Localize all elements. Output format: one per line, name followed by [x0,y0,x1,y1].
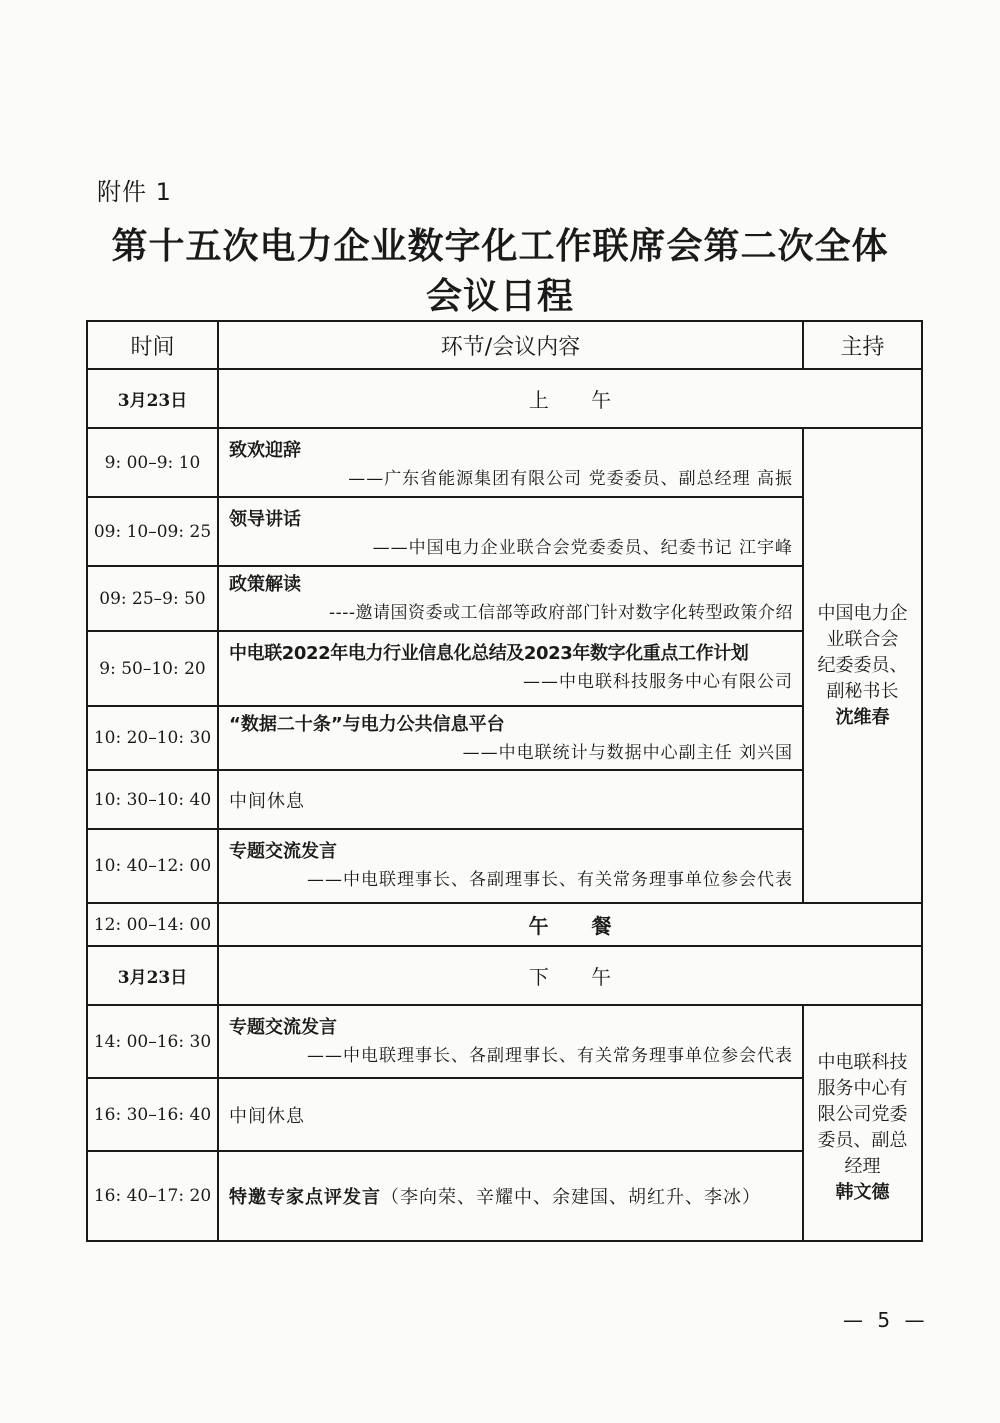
host-line: 服务中心有 [817,1078,908,1099]
item-title: 专题交流发言 [229,841,337,862]
item-title: 专题交流发言 [229,1017,337,1038]
item-speakers: （李向荣、辛耀中、余建国、胡红升、李冰） [381,1187,761,1208]
row-divider [87,630,803,632]
table-row [218,497,803,566]
item-speaker: ----邀请国资委或工信部等政府部门针对数字化转型政策介绍 [328,603,793,623]
day1-date: 3月23日 [117,391,188,411]
break-label: 中间休息 [229,790,305,812]
host-line: 中国电力企 [817,602,908,624]
row-divider [87,1150,803,1152]
row-divider [87,565,803,567]
item-speaker: ——中电联理事长、各副理事长、有关常务理事单位参会代表 [307,1046,793,1066]
attachment-label: 附件 1 [97,178,172,206]
item-title: 中电联2022年电力行业信息化总结及2023年数字化重点工作计划 [229,643,749,664]
row-divider [87,828,803,830]
host-line: 经理 [844,1156,881,1177]
table-row [218,631,803,706]
table-row [218,1151,803,1241]
host-line: 纪委委员、 [817,654,908,676]
row-divider [87,769,803,771]
table-border-right [921,320,923,1242]
document-title-line2: 会议日程 [425,275,574,317]
table-row [218,566,803,631]
lunch-time: 12: 00–14: 00 [93,914,212,935]
column-divider [217,320,219,1242]
table-border-top [87,320,923,322]
item-title: 特邀专家点评发言 [229,1187,381,1208]
table-border-bottom [87,1240,923,1242]
row-divider [87,427,923,429]
item-title: 政策解读 [229,574,301,595]
item-speaker: ——中电联理事长、各副理事长、有关常务理事单位参会代表 [307,870,793,890]
row-time: 09: 10–09: 25 [93,521,212,542]
host-line: 副秘书长 [826,680,899,702]
row-time: 9: 50–10: 20 [99,658,206,679]
item-title: “数据二十条”与电力公共信息平台 [229,714,505,735]
column-header-host: 主持 [840,334,885,360]
row-time: 09: 25–9: 50 [99,588,206,609]
lunch-label: 午 餐 [528,914,630,938]
row-time: 16: 30–16: 40 [93,1104,212,1125]
table-row [218,706,803,770]
host-name: 沈维春 [835,706,890,728]
table-row [218,829,803,903]
item-title: 致欢迎辞 [229,440,301,461]
column-divider [802,320,804,370]
document-title-line1: 第十五次电力企业数字化工作联席会第二次全体 [111,225,889,267]
table-border-left [86,320,88,1242]
row-time: 14: 00–16: 30 [93,1031,212,1052]
row-time: 16: 40–17: 20 [93,1186,212,1206]
day1-section-label: 上 午 [528,388,630,412]
host-morning [803,428,922,903]
row-divider [87,496,803,498]
item-title: 领导讲话 [229,509,301,530]
item-speaker: ——中电联统计与数据中心副主任 刘兴国 [462,743,793,763]
table-row [218,1005,803,1078]
host-line: 业联合会 [826,628,899,650]
item-speaker: ——广东省能源集团有限公司 党委委员、副总经理 高振 [348,469,793,489]
column-header-time: 时间 [130,334,175,360]
row-time: 10: 40–12: 00 [93,856,212,876]
row-time: 10: 30–10: 40 [93,789,212,810]
row-divider [87,945,923,947]
column-header-content: 环节/会议内容 [440,334,581,360]
item-speaker: ——中国电力企业联合会党委委员、纪委书记 江宇峰 [372,538,793,558]
day2-section-label: 下 午 [528,965,630,989]
item-speaker: ——中电联科技服务中心有限公司 [523,672,793,692]
row-divider [87,1077,803,1079]
row-divider [87,1004,923,1006]
column-divider [802,1004,804,1242]
row-time: 9: 00–9: 10 [104,452,201,473]
host-afternoon [803,1005,922,1241]
row-divider [87,902,923,904]
page-number: — 5 — [843,1308,929,1332]
host-line: 中电联科技 [817,1052,908,1073]
break-label: 中间休息 [229,1105,305,1127]
row-divider [87,705,803,707]
host-line: 委员、副总 [817,1130,908,1151]
host-line: 限公司党委 [817,1104,908,1125]
row-time: 10: 20–10: 30 [93,728,212,748]
table-row [218,428,803,497]
column-divider [802,427,804,904]
day2-date: 3月23日 [117,968,188,988]
host-name: 韩文德 [835,1182,890,1203]
row-divider [87,368,923,370]
